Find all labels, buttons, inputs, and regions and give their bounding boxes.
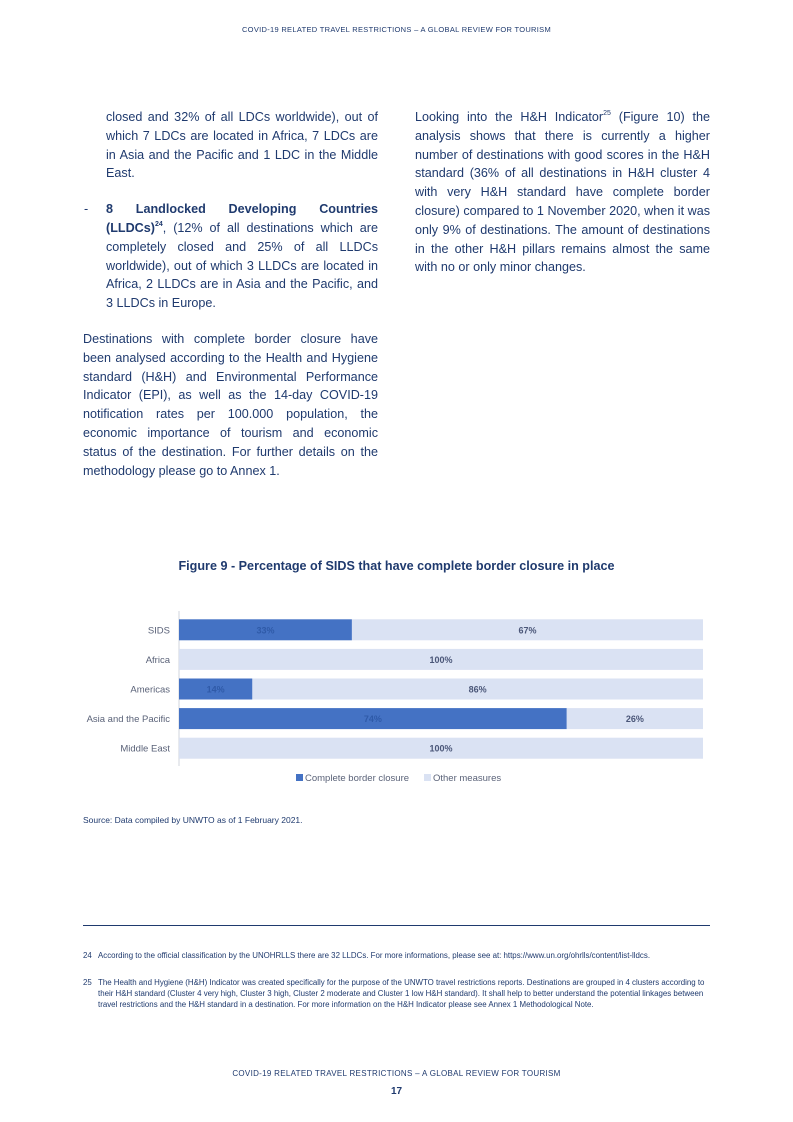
legend-label: Other measures — [433, 773, 502, 784]
category-label: Middle East — [120, 743, 170, 755]
footnote-divider — [83, 925, 710, 926]
stacked-bar-chart — [0, 600, 793, 800]
data-label: 26% — [625, 714, 644, 725]
legend-swatch — [296, 774, 303, 781]
figure-title: Figure 9 - Percentage of SIDS that have complete border closure in place — [178, 559, 615, 573]
footnote-ref-24[interactable]: 24 — [154, 220, 163, 228]
left-column — [83, 108, 378, 480]
category-label: Asia and the Pacific — [86, 714, 170, 726]
left-para-2: Destinations with complete border closure have been analysed according to the Health and Hygiene standard (H&H) and Environmental Performance Indicator (EPI), as well as the 14-day COVID-19 notification rates per 100.000 population, the economic importance of tourism and economic status of the destination. For further details on the methodology please go to Annex 1. — [83, 331, 378, 478]
footnote-text: According to the official classification by the UNOHRLLS there are 32 LLDCs. For more informations, please see at: https://www.un.org/ohrlls/content/list-lldcs. — [98, 951, 651, 960]
data-label: 74% — [363, 714, 382, 725]
data-label: 14% — [206, 684, 225, 695]
footnote-number: 25 — [83, 978, 92, 987]
right-para-start: Looking into the H&H Indicator — [415, 110, 604, 124]
legend-label: Complete border closure — [305, 773, 410, 784]
data-label: 67% — [518, 625, 537, 636]
bullet-rest-text: , (12% of all destinations which are completely closed and 25% of all LLDCs worldwide), out of which 3 LLDCs are located in Africa, 2 LLDCs are in Asia and the Pacific, and 3 LLDCs in Europe. — [106, 220, 378, 311]
footnote-ref-25[interactable]: 25 — [603, 109, 611, 117]
right-para — [415, 108, 710, 277]
source-note: Source: Data compiled by UNWTO as of 1 February 2021. — [83, 815, 303, 825]
data-label: 86% — [468, 684, 487, 695]
page-number: 17 — [390, 1086, 403, 1097]
category-label: SIDS — [147, 625, 170, 637]
legend-swatch — [424, 774, 431, 781]
data-label: 100% — [429, 654, 453, 665]
right-para-rest: (Figure 10) the analysis shows that there is currently a higher number of destinations with good scores in the H&H standard (36% of all destinations in H&H cluster 4 with very H&H standard have complete border closure) compared to 1 November 2020, when it was only 9% of destinations. The amount of destinations in the other H&H pillars remains almost the same with no or only minor changes. — [415, 110, 710, 275]
left-para-1: closed and 32% of all LDCs worldwide), out of which 7 LDCs are located in Africa, 7 LDCs are in Asia and the Pacific and 1 LDC in the Middle East. — [106, 110, 378, 181]
bullet-dash: - — [84, 202, 89, 217]
category-label: Americas — [130, 684, 170, 696]
footnote-text: The Health and Hygiene (H&H) Indicator was created specifically for the purpose of the UNWTO travel restrictions reports. Destinations are grouped in 4 clusters according to their H&H standard (Cluster 4 very high, Cluster 3 high, Cluster 2 moderate and Cluster 1 low H&H standard). It shall help to better understand the potential linkages between travel restrictions and the H&H standard in a destination. For more information on the H&H Indicator please see Annex 1 Methodological Note. — [98, 978, 705, 1010]
right-column — [415, 108, 710, 277]
bullet-item-lldcs — [84, 200, 378, 313]
data-label: 100% — [429, 743, 453, 754]
running-header: COVID-19 RELATED TRAVEL RESTRICTIONS – A GLOBAL REVIEW FOR TOURISM — [241, 25, 552, 34]
running-footer: COVID-19 RELATED TRAVEL RESTRICTIONS – A GLOBAL REVIEW FOR TOURISM — [232, 1069, 561, 1078]
footnote-number: 24 — [83, 951, 92, 960]
data-label: 33% — [256, 625, 275, 636]
category-label: Africa — [145, 654, 170, 666]
bullet-bold-text: 8 Landlocked Developing Countries (LLDCs) — [106, 202, 378, 235]
